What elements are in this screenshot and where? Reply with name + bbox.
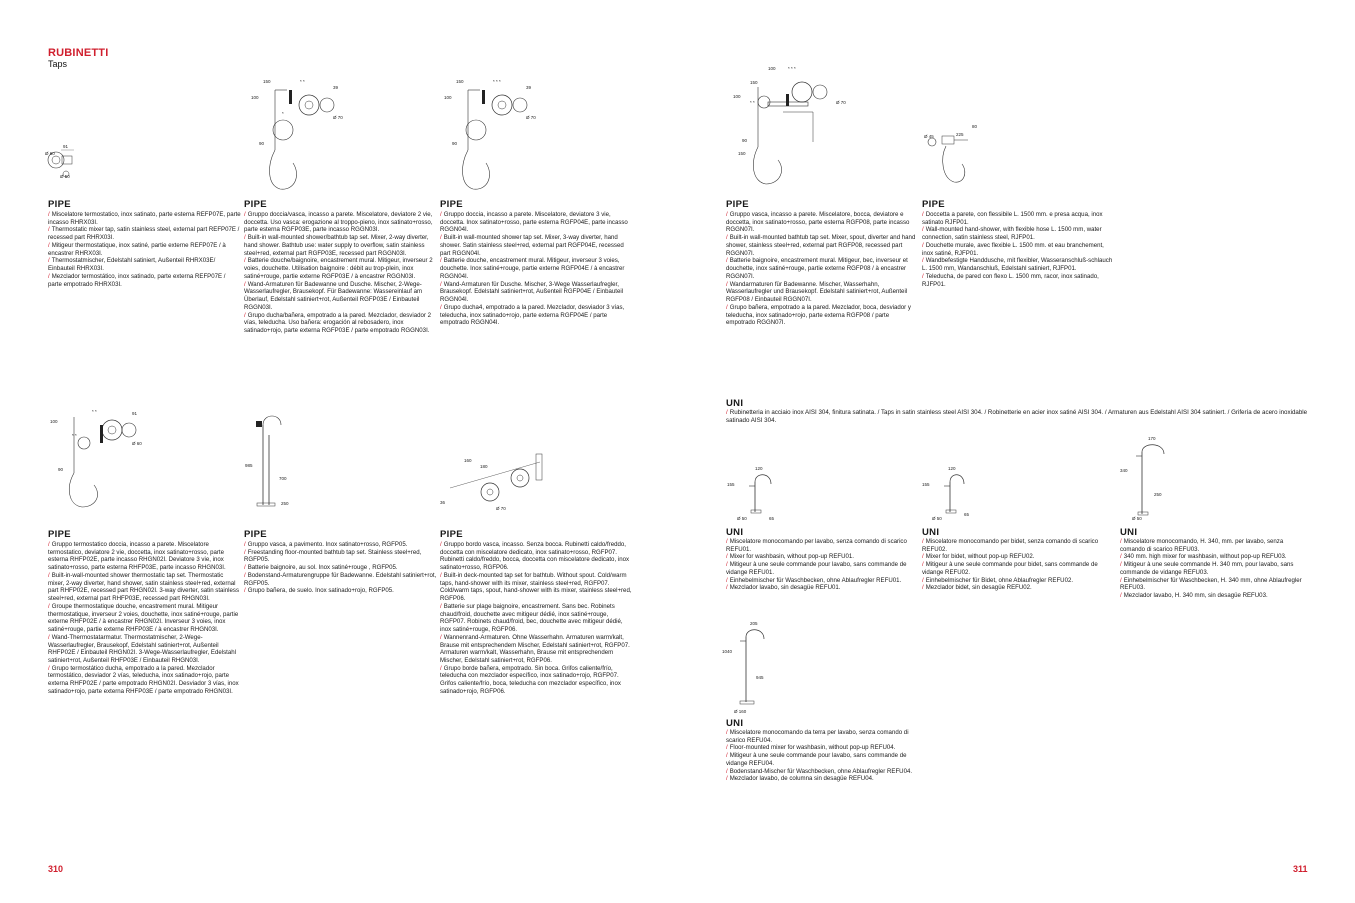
svg-text:Ø 50: Ø 50 [60, 174, 70, 179]
svg-text:Ø 70: Ø 70 [526, 115, 536, 120]
svg-text:Ø 45: Ø 45 [924, 134, 934, 139]
svg-text:90: 90 [452, 141, 458, 146]
svg-text:90: 90 [259, 141, 265, 146]
product-hand-shower: PIPE / Doccetta a parete, con flessibile L. 1500 mm. e presa acqua, inox satinato RJFP01. / Wall-mounted hand-shower, with flexible hose L. 1500 mm, water connection, satin stainless steel, RJFP01. / Douchette murale, avec flexible L. 1500 mm. et eau branchement, inox satiné, RJFP01. / Wandbefestigte Handdusche, mit flexibler, Wasseranschluß-schlauch L. 1500 mm, Wandanschluß, Edelstahl satiniert, RJFP01. / Teleducha, de pared con flexo L. 1500 mm, racor, inox satinado, RJFP01. [922, 199, 1115, 288]
svg-text:170: 170 [1148, 436, 1156, 441]
section-title: RUBINETTI [48, 47, 109, 59]
svg-text:Ø 50: Ø 50 [1132, 516, 1142, 521]
svg-text:39: 39 [333, 85, 339, 90]
svg-text:Ø 70: Ø 70 [496, 506, 506, 511]
svg-text:155: 155 [727, 482, 735, 487]
product-title: PIPE [922, 199, 945, 210]
thermostatic-mixer-drawing [44, 140, 84, 182]
product-title: UNI [922, 527, 940, 538]
svg-text:100: 100 [444, 95, 452, 100]
svg-text:1040: 1040 [722, 649, 733, 654]
deck-mounted-set-drawing [440, 448, 550, 518]
product-title: PIPE [726, 199, 749, 210]
svg-text:* * *: * * * [788, 66, 796, 71]
svg-text:* *: * * [92, 409, 97, 414]
page-number-right: 311 [1293, 864, 1308, 874]
product-bathtub-set: PIPE / Gruppo vasca, incasso a parete. Miscelatore, bocca, deviatore e doccetta, inox satinato+rosso, parte esterna RGFP08, parte incasso RGGN07I. / Built-in wall-mounted bathtub tap set. Mixer, spout, diverter and hand shower, stainless steel+red, external part RGFP08, recessed part RGGN07I. / Batterie baignoire, encastrement mural. Mitigeur, bec, inverseur et douchette, inox satiné+rouge, partie externe RGFP08 / à encastrer RGGN07I. / Wandarmaturen für Badewanne. Mischer, Wasserhahn, Wasserlaufregler und Brausekopf. Edelstahl satiniert+rot, Außenteil RGFP08 / Einbauteil RGGN07I. / Grupo bañera, empotrado a la pared. Mezclador, boca, desviador y teleducha, inox satinado+rojo, parte externa RGFP08 / parte empotrado RGGN07I. [726, 199, 919, 327]
svg-text:Ø 60: Ø 60 [45, 151, 55, 156]
product-uni-washbasin: UNI / Miscelatore monocomando per lavabo, senza comando di scarico REFU01. / Mixer for washbasin, without pop-up REFU01. / Mitigeur à une seule commande pour lavabo, sans commande de vidange REFU01. / Einhebelmischer für Waschbecken, ohne Ablaufregler REFU01. / Mezclador lavabo, sin desagüe REFU01. [726, 527, 914, 592]
shower-set-drawing [438, 75, 548, 195]
svg-text:985: 985 [245, 463, 253, 468]
svg-text:Ø 60: Ø 60 [132, 441, 142, 446]
svg-text:90: 90 [742, 138, 748, 143]
product-title: UNI [1120, 527, 1138, 538]
svg-text:* * *: * * * [493, 79, 501, 84]
svg-text:150: 150 [456, 79, 464, 84]
product-uni-floor-mounted: UNI / Miscelatore monocomando da terra per lavabo, senza comando di scarico REFU04. / Floor-mounted mixer for washbasin, without pop-up REFU04. / Mitigeur à une seule commande pour lavabo, sans commande de vidange REFU04. / Bodenstand-Mischer für Waschbecken, ohne Ablaufregler REFU04. / Mezclador lavabo, de columna sin desagüe REFU04. [726, 718, 913, 783]
uni-intro: UNI / Rubinetteria in acciaio inox AISI 304, finitura satinata. / Taps in satin stainless steel AISI 304. / Robinetterie en acier inox satiné AISI 304. / Armaturen aus Edelstahl AISI 304 satiniert. / Grifería de acero inoxidable satinado AISI 304. [726, 398, 1308, 424]
svg-text:Ø 50: Ø 50 [737, 516, 747, 521]
svg-text:Ø 70: Ø 70 [836, 100, 846, 105]
section-subtitle: Taps [48, 59, 68, 69]
svg-text:100: 100 [50, 419, 58, 424]
svg-text:150: 150 [738, 151, 746, 156]
svg-text:155: 155 [922, 482, 930, 487]
svg-text:160: 160 [464, 458, 472, 463]
product-title: PIPE [48, 199, 71, 210]
uni-bidet-drawing [920, 462, 980, 522]
svg-text:91: 91 [63, 144, 69, 149]
svg-text:945: 945 [756, 675, 764, 680]
svg-text:100: 100 [733, 94, 741, 99]
product-freestanding-tap: PIPE / Gruppo vasca, a pavimento. Inox satinato+rosso, RGFP05. / Freestanding floor-mounted bathtub tap set. Stainless steel+red, RGFP05. / Batterie baignoire, au sol. Inox satiné+rouge , RGFP05. / Bodenstand-Armaturengruppe für Badewanne. Edelstahl satiniert+rot, RGFP05. / Grupo bañera, de suelo. Inox satinado+rojo, RGFP05. [244, 529, 437, 595]
bathtub-set-drawing [728, 62, 858, 192]
product-title: PIPE [244, 199, 267, 210]
shower-bath-set-drawing [245, 75, 355, 195]
hand-shower-drawing [922, 118, 982, 188]
svg-text:90: 90 [58, 467, 64, 472]
thermostatic-shower-drawing [44, 405, 149, 515]
page-number-left: 310 [48, 864, 64, 874]
svg-text:*: * [282, 111, 284, 116]
svg-text:91: 91 [132, 411, 138, 416]
product-uni-h340: UNI / Miscelatore monocomando, H. 340, mm. per lavabo, senza comando di scarico REFU03. / 340 mm. high mixer for washbasin, without pop-up REFU03. / Mitigeur à une seule commande H. 340 mm, pour lavabo, sans commande de vidange REFU03. / Einhebelmischer für Waschbecken, H. 340 mm, ohne Ablaufregler REFU03. / Mezclador lavabo, H. 340 mm, sin desagüe REFU03. [1120, 527, 1308, 600]
product-title: PIPE [440, 529, 463, 540]
svg-text:205: 205 [750, 621, 758, 626]
svg-text:250: 250 [281, 501, 289, 506]
product-thermostatic-mixer: PIPE / Miscelatore termostatico, inox satinato, parte esterna REFP07E, parte incasso RHRX03I. / Thermostatic mixer tap, satin stainless steel, external part REFP07E / recessed part RHRX03I. / Mitigeur thermostatique, inox satiné, partie externe REFP07E / à encastrer RHRX03I. / Thermostatmischer, Edelstahl satiniert, Außenteil RHRX03E/ Einbauteil RHRX03I. / Mezclador termostático, inox satinado, parte externa REFP07E / parte empotrado RHRX03I. [48, 199, 241, 288]
uni-floor-mounted-drawing [722, 617, 782, 715]
freestanding-tap-drawing [245, 405, 305, 513]
svg-text:100: 100 [768, 66, 776, 71]
svg-text:* *: * * [750, 100, 755, 105]
svg-text:100: 100 [251, 95, 259, 100]
product-title: PIPE [244, 529, 267, 540]
svg-text:180: 180 [480, 464, 488, 469]
product-deck-mounted-set: PIPE / Gruppo bordo vasca, incasso. Senza bocca. Rubinetti caldo/freddo, doccetta con miscelatore dedicato, inox satinato+rosso, RGFP07. Rubinetti caldo/freddo, bocca, doccetta con miscelatore dedicato, inox satinato+rosso, RGFP06. / Built-in deck-mounted tap set for bathtub. Without spout. Cold/warm taps, hand-shower with its mixer, stainless steel+red, RGFP07. Cold/warm taps, spout, hand-shower with its mixer, stainless steel+red, RGFP06. / Batterie sur plage baignoire, encastrement. Sans bec. Robinets chaud/froid, douchette avec mitigeur dédié, inox satiné+rouge, RGFP07. Robinets chaud/froid, bec, douchette avec mitigeur dédié, inox satiné+rouge, RGFP06. / Wannenrand-Armaturen. Ohne Wasserhahn. Armaturen warm/kalt, Brause mit entsprechendem Mischer, Edelstahl satiniert+rot, RGFP07. Armaturen warm/kalt, Wasserhahn, Brause mit entsprechendem Mischer, Edelstahl satiniert+rot, RGFP06. / Grupo borde bañera, empotrado. Sin boca. Grifos caliente/frío, teleducha con mezclador específico, inox satinado+rojo, RGFP07. Grifos caliente/frío, boca, teleducha con mezclador específico, inox satinado+rojo, RGFP06. [440, 529, 632, 695]
svg-text:700: 700 [279, 476, 287, 481]
svg-text:36: 36 [440, 500, 446, 505]
product-uni-bidet: UNI / Miscelatore monocomando per bidet, senza comando di scarico REFU02. / Mixer for bidet, without pop-up REFU02. / Mitigeur à une seule commande pour bidet, sans commande de vidange REFU02. / Einhebelmischer für Bidet, ohne Ablaufregler REFU02. / Mezclador bidet, sin desagüe REFU02. [922, 527, 1110, 592]
svg-text:65: 65 [964, 512, 970, 517]
svg-text:Ø 50: Ø 50 [932, 516, 942, 521]
product-title: UNI [726, 527, 744, 538]
svg-text:340: 340 [1120, 468, 1128, 473]
product-shower-bath-set: PIPE / Gruppo doccia/vasca, incasso a parete. Miscelatore, deviatore 2 vie, doccetta. Uso vasca: erogazione al troppo-pieno, inox satinato+rosso, parte esterna RGFP03E, parte incasso RGGN03I. / Built-in wall-mounted shower/bathtub tap set. Mixer, 2-way diverter, hand shower. Bathtub use: water supply to overflow, satin stainless steel+red, external part RGFP03E, recessed part RGGN03I. / Batterie douche/baignoire, encastrement mural. Mitigeur, inverseur 2 voies, douchette. Utilisation baignoire : débit au trop-plein, inox satiné+rouge, partie externe RGFP03E / à encastrer RGGN03I. / Wand-Armaturen für Badewanne und Dusche. Mischer, 2-Wege-Wasserlaufregler, Brausekopf. Für Badewanne: Wassereinlauf am Überlauf, Edelstahl satiniert+rot, Außenteil RGFP03E / Einbauteil RGGN03I. / Grupo ducha/bañera, empotrado a la pared. Mezclador, desviador 2 vías, teleducha. Uso bañera: erogación al rebosadero, inox satinado+rojo, parte externa RGFP03E / parte empotrado RGGN03I. [244, 199, 437, 335]
product-title: PIPE [48, 529, 71, 540]
product-title: UNI [726, 718, 744, 729]
product-shower-set: PIPE / Gruppo doccia, incasso a parete. Miscelatore, deviatore 3 vie, doccetta. Inox satinato+rosso, parte esterna RGFP04E, parte incasso RGGN04I. / Built-in wall-mounted shower tap set. Mixer, 3-way diverter, hand shower. Satin stainless steel+red, external part RGFP04E, recessed part RGGN04I. / Batterie douche, encastrement mural. Mitigeur, inverseur 3 voies, douchette. Inox satiné+rouge, partie externe RGFP04E / à encastrer RGGN04I. / Wand-Armaturen für Dusche. Mischer, 3-Wege Wasserlaufregler, Brausekopf. Edelstahl satiniert+rot, Außenteil RGFP04E / Einbauteil RGGN04I. / Grupo ducha4, empotrado a la pared. Mezclador, desviador 3 vías, teleducha, inox satinado+rojo, parte externa RGFP04E / parte empotrado RGGN04I. [440, 199, 633, 327]
svg-text:120: 120 [755, 466, 763, 471]
uni-intro-text: Rubinetteria in acciaio inox AISI 304, finitura satinata. / Taps in satin stainless steel AISI 304. / Robinetterie en acier inox satiné AISI 304. / Armaturen aus Edelstahl AISI 304 satiniert. / Grifería de acero inoxidable satinado AISI 304. [726, 409, 1308, 424]
svg-text:150: 150 [750, 80, 758, 85]
uni-washbasin-drawing [725, 462, 785, 522]
svg-text:39: 39 [526, 85, 532, 90]
svg-text:80: 80 [972, 124, 978, 129]
product-thermostatic-shower-set: PIPE / Gruppo termostatico doccia, incasso a parete. Miscelatore termostatico, deviatore 2 vie, doccetta, inox satinato+rosso, parte esterna RHFP02E, parte incasso RHGN02I. Deviatore 3 vie, inox satinato+rosso, parte esterna RHFP03E, parte incasso RHGN03I. / Built-in-wall-mounted shower thermostatic tap set. Thermostatic mixer, 2-way diverter, hand shower, satin stainless steel+red, external part RHFP02E, recessed part RHGN02I. 3-way diverter, satin stainless steel+red, external part RHFP03E, recessed part RHGN03I. / Groupe thermostatique douche, encastrement mural. Mitigeur thermostatique, inverseur 2 voies, douchette, inox satiné+rouge, partie externe RHFP02E / à encastrer RHGN02I. Inverseur 3 voies, inox satiné+rouge, partie externe RHFP03E / à encastrer RHGN03I. / Wand-Thermostatarmatur. Thermostatmischer, 2-Wege-Wasserlaufregler, Brausekopf, Edelstahl satiniert+rot, Außenteil RHFP02E / Einbauteil RHGN02I. 3-Wege-Wasserlaufregler, Edelstahl satiniert+rot, Außenteil RHFP03E / Einbauteil RHGN03I. / Grupo termostático ducha, empotrado a la pared. Mezclador termostático, desviador 2 vías, teleducha, inox satinado+rojo, parte externa RHFP02E / parte empotrado RHGN02I. Desviador 3 vías, inox satinado+rojo, parte externa RHFP03E / parte empotrado RHGN03I. [48, 529, 240, 695]
svg-text:* *: * * [72, 433, 77, 438]
svg-text:150: 150 [263, 79, 271, 84]
svg-text:225: 225 [956, 132, 964, 137]
product-title: PIPE [440, 199, 463, 210]
svg-text:* *: * * [300, 79, 305, 84]
svg-text:Ø 70: Ø 70 [333, 115, 343, 120]
svg-text:Ø 160: Ø 160 [734, 709, 747, 714]
svg-text:250: 250 [1154, 492, 1162, 497]
uni-intro-title: UNI [726, 398, 744, 409]
svg-text:65: 65 [769, 516, 775, 521]
uni-h340-drawing [1118, 432, 1178, 522]
svg-text:120: 120 [948, 466, 956, 471]
